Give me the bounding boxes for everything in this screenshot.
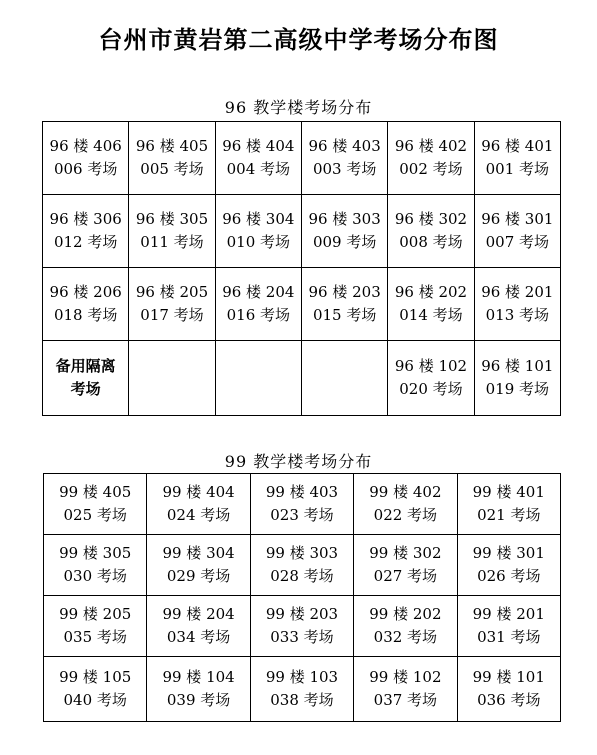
exam-room-cell	[474, 268, 560, 341]
room-label: 96 楼 204	[222, 283, 295, 301]
exam-room-cell	[43, 341, 129, 416]
room-label: 99 楼 303	[265, 544, 339, 562]
table-row	[44, 596, 561, 657]
exam-room-cell	[388, 268, 474, 341]
exam-label: 039 考场	[166, 691, 231, 709]
building-96-caption: 96 教学楼考场分布	[224, 98, 373, 117]
room-label: 96 楼 201	[481, 283, 554, 301]
room-label: 96 楼 203	[308, 283, 381, 301]
exam-label: 003 考场	[312, 160, 377, 178]
exam-room-cell	[250, 474, 353, 535]
exam-label: 考场	[70, 380, 101, 398]
room-label: 96 楼 305	[135, 210, 209, 228]
exam-room-cell	[43, 195, 129, 268]
exam-label: 035 考场	[63, 628, 127, 646]
exam-label: 037 考场	[373, 691, 438, 709]
room-label: 99 楼 202	[369, 605, 442, 623]
room-label: 99 楼 402	[369, 483, 442, 501]
room-label: 99 楼 103	[265, 668, 339, 686]
room-label: 96 楼 101	[481, 357, 554, 375]
room-label: 99 楼 201	[472, 605, 545, 623]
exam-room-cell	[43, 268, 129, 341]
exam-label: 040 考场	[63, 691, 127, 709]
exam-room-cell	[388, 341, 474, 416]
room-label: 96 楼 302	[394, 210, 468, 228]
room-label: 96 楼 205	[135, 283, 209, 301]
room-label: 99 楼 301	[472, 544, 545, 562]
room-label: 99 楼 304	[162, 544, 235, 562]
exam-label: 020 考场	[399, 380, 463, 398]
exam-room-cell	[44, 596, 147, 657]
exam-room-cell	[147, 596, 250, 657]
exam-room-cell	[129, 122, 215, 195]
exam-room-cell	[250, 657, 353, 722]
room-label: 96 楼 404	[222, 137, 295, 155]
exam-room-cell	[215, 122, 301, 195]
table-row	[44, 474, 561, 535]
exam-label: 016 考场	[226, 306, 291, 324]
table-row	[43, 195, 561, 268]
room-label: 96 楼 406	[49, 137, 122, 155]
exam-label: 036 考场	[477, 691, 541, 709]
building-96-table	[42, 121, 561, 416]
exam-label: 034 考场	[166, 628, 231, 646]
exam-room-cell	[43, 122, 129, 195]
room-label: 99 楼 403	[265, 483, 339, 501]
exam-label: 014 考场	[399, 306, 463, 324]
room-label: 99 楼 404	[162, 483, 235, 501]
table-row	[44, 535, 561, 596]
exam-room-cell	[388, 122, 474, 195]
room-label: 96 楼 401	[481, 137, 554, 155]
exam-room-cell	[147, 474, 250, 535]
room-label: 99 楼 302	[369, 544, 442, 562]
exam-room-cell	[215, 268, 301, 341]
exam-room-cell	[354, 535, 457, 596]
room-label: 96 楼 206	[49, 283, 122, 301]
exam-room-cell	[354, 474, 457, 535]
table-row	[43, 268, 561, 341]
exam-label: 019 考场	[485, 380, 550, 398]
room-label: 96 楼 202	[394, 283, 468, 301]
exam-label: 011 考场	[140, 233, 204, 251]
exam-room-cell	[457, 596, 560, 657]
exam-room-cell	[301, 195, 387, 268]
exam-label: 007 考场	[485, 233, 550, 251]
room-label: 99 楼 104	[162, 668, 235, 686]
exam-label: 002 考场	[399, 160, 463, 178]
room-label: 96 楼 303	[308, 210, 381, 228]
exam-room-cell	[215, 195, 301, 268]
exam-label: 001 考场	[485, 160, 550, 178]
exam-room-cell	[457, 657, 560, 722]
exam-label: 031 考场	[477, 628, 541, 646]
building-99-table	[43, 473, 561, 722]
empty-cell	[301, 341, 387, 416]
room-label: 99 楼 405	[59, 483, 132, 501]
exam-label: 038 考场	[270, 691, 334, 709]
exam-label: 017 考场	[140, 306, 204, 324]
exam-label: 012 考场	[53, 233, 118, 251]
room-label: 99 楼 203	[265, 605, 339, 623]
exam-label: 005 考场	[140, 160, 204, 178]
room-label: 备用隔离	[55, 357, 116, 375]
exam-label: 015 考场	[312, 306, 377, 324]
exam-room-cell	[354, 657, 457, 722]
exam-label: 022 考场	[373, 506, 438, 524]
exam-room-cell	[301, 122, 387, 195]
exam-room-cell	[129, 268, 215, 341]
exam-room-cell	[457, 535, 560, 596]
exam-room-cell	[44, 535, 147, 596]
table-row	[43, 122, 561, 195]
exam-label: 009 考场	[312, 233, 377, 251]
exam-label: 018 考场	[53, 306, 118, 324]
exam-label: 026 考场	[477, 567, 541, 585]
exam-label: 010 考场	[226, 233, 291, 251]
exam-room-cell	[388, 195, 474, 268]
room-label: 96 楼 306	[49, 210, 122, 228]
exam-label: 024 考场	[166, 506, 231, 524]
exam-room-cell	[301, 268, 387, 341]
exam-label: 008 考场	[399, 233, 463, 251]
exam-room-cell	[474, 341, 560, 416]
exam-label: 032 考场	[373, 628, 438, 646]
room-label: 99 楼 305	[59, 544, 132, 562]
room-label: 99 楼 204	[162, 605, 235, 623]
exam-label: 004 考场	[226, 160, 291, 178]
room-label: 96 楼 301	[481, 210, 554, 228]
room-label: 99 楼 101	[472, 668, 545, 686]
room-label: 96 楼 403	[308, 137, 381, 155]
room-label: 99 楼 102	[369, 668, 442, 686]
exam-label: 023 考场	[270, 506, 334, 524]
room-label: 96 楼 102	[394, 357, 468, 375]
empty-cell	[215, 341, 301, 416]
exam-label: 013 考场	[485, 306, 550, 324]
exam-label: 027 考场	[373, 567, 438, 585]
room-label: 96 楼 405	[135, 137, 209, 155]
exam-room-cell	[44, 474, 147, 535]
table-row	[43, 341, 561, 416]
room-label: 99 楼 205	[59, 605, 132, 623]
exam-room-cell	[250, 596, 353, 657]
exam-room-cell	[147, 535, 250, 596]
exam-room-cell	[129, 195, 215, 268]
exam-room-cell	[44, 657, 147, 722]
empty-cell	[129, 341, 215, 416]
exam-label: 029 考场	[166, 567, 231, 585]
exam-label: 006 考场	[53, 160, 118, 178]
exam-label: 030 考场	[63, 567, 127, 585]
room-label: 96 楼 402	[394, 137, 468, 155]
exam-label: 025 考场	[63, 506, 127, 524]
exam-label: 033 考场	[270, 628, 334, 646]
exam-label: 021 考场	[477, 506, 541, 524]
table-row	[44, 657, 561, 722]
exam-room-cell	[474, 195, 560, 268]
exam-room-cell	[457, 474, 560, 535]
building-99-caption: 99 教学楼考场分布	[224, 452, 373, 471]
room-label: 96 楼 304	[222, 210, 295, 228]
exam-label: 028 考场	[270, 567, 334, 585]
page-title: 台州市黄岩第二高级中学考场分布图	[98, 26, 499, 54]
room-label: 99 楼 105	[59, 668, 132, 686]
exam-room-cell	[474, 122, 560, 195]
exam-room-cell	[250, 535, 353, 596]
exam-room-cell	[147, 657, 250, 722]
exam-room-cell	[354, 596, 457, 657]
room-label: 99 楼 401	[472, 483, 545, 501]
